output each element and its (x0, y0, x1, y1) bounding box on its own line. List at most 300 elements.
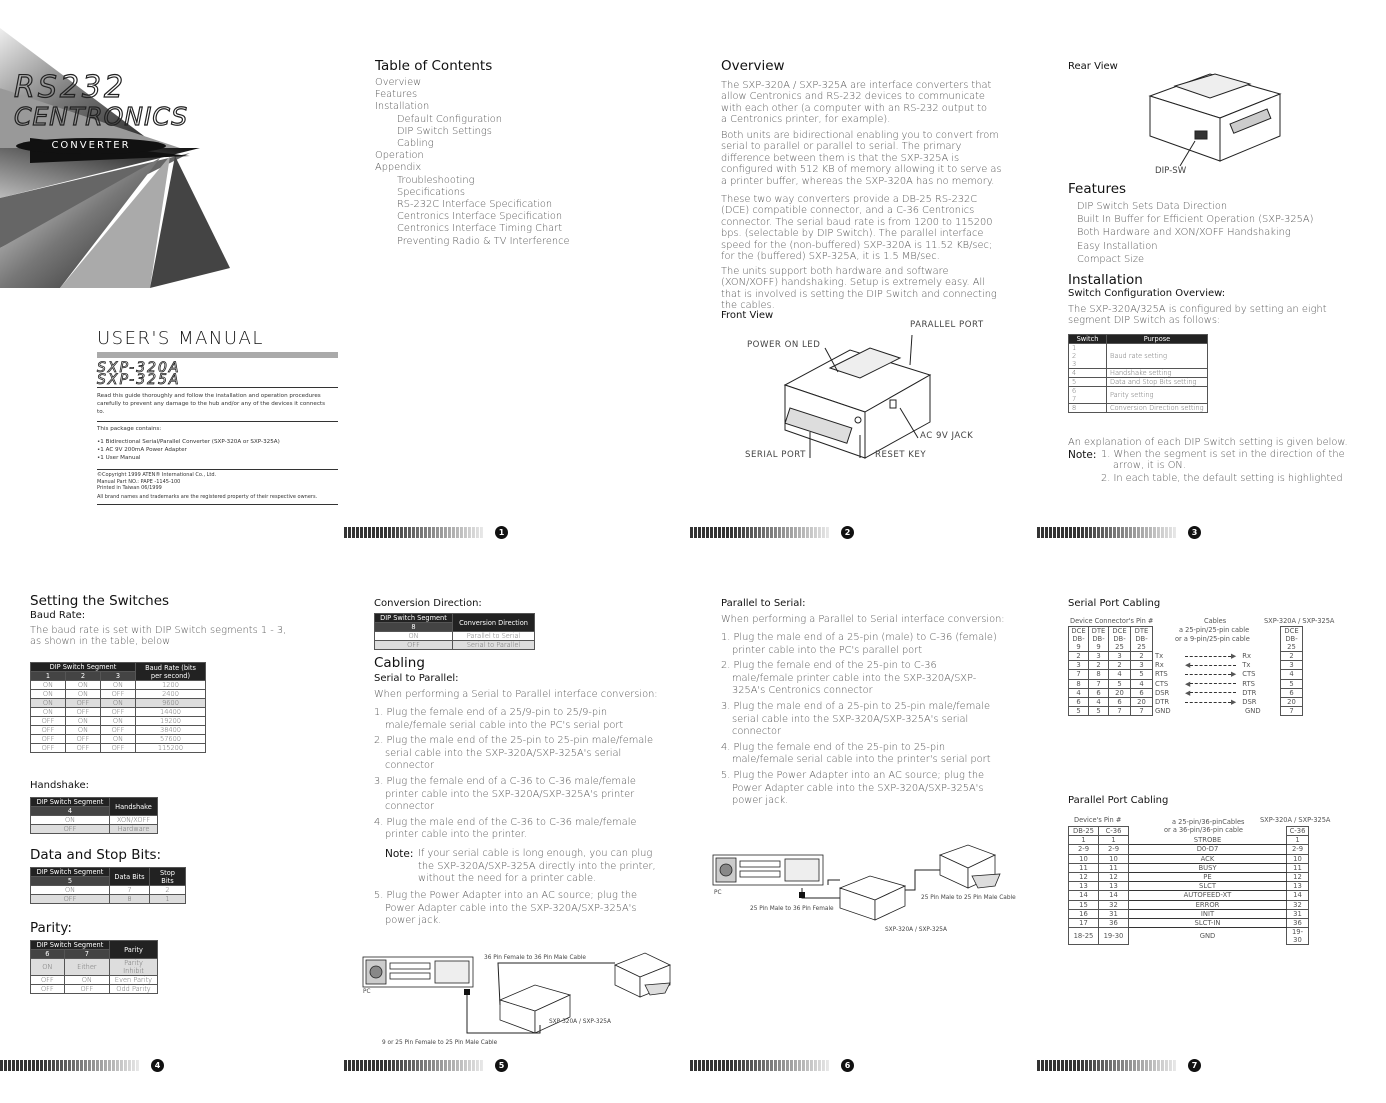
cell: 6 (1089, 688, 1109, 697)
cell: 7 (1109, 707, 1131, 716)
serial-row (1069, 679, 1303, 688)
feature-item: Compact Size (1077, 253, 1145, 265)
installation-title: Installation (1068, 272, 1143, 288)
feature-item: Built In Buffer for Efficient Operation (SXP-325A) (1077, 214, 1314, 226)
cell: 1200 (136, 681, 206, 690)
cell: 7 (1069, 670, 1089, 679)
cell: 4 (1131, 679, 1153, 688)
cell: 36 (1287, 918, 1309, 927)
signal: Rx (1242, 652, 1251, 661)
toc-item[interactable]: Default Configuration (397, 113, 503, 125)
cell: Parity setting (1107, 387, 1208, 404)
cell: Either (64, 959, 109, 976)
copyright-line: Printed in Taiwan 06/1999 (97, 485, 162, 491)
logo-rs232: RS232 (14, 70, 127, 105)
arrow-left-icon (1190, 692, 1236, 693)
page-number: 2 (841, 526, 854, 539)
cell: 3 (1089, 652, 1109, 661)
cabling-title: Cabling (374, 655, 425, 671)
logo-converter (16, 138, 166, 154)
toc-item[interactable]: Features (375, 89, 418, 101)
cell: 1 2 3 (1069, 344, 1107, 369)
cell: ON (375, 632, 453, 641)
cell: 2 (150, 886, 186, 895)
signal: CTS (1155, 679, 1169, 688)
signal: DTR (1155, 698, 1170, 707)
toc-item[interactable]: Centronics Interface Specification (397, 211, 563, 223)
model-2: SXP-325A (97, 372, 181, 388)
contains-item: •1 User Manual (97, 455, 141, 461)
page-bar (1037, 1060, 1177, 1071)
cell: 57600 (136, 735, 206, 744)
cell: ON (65, 681, 100, 690)
data-stop-table (30, 867, 186, 904)
cell: OFF (31, 735, 66, 744)
cell: OFF (64, 985, 109, 994)
parity-title: Parity: (30, 920, 72, 936)
signal: Rx (1155, 661, 1164, 670)
cell: 6 (1109, 697, 1131, 706)
cell: ON (31, 886, 110, 895)
rear-view-label: Rear View (1068, 61, 1118, 72)
par-signal (1129, 845, 1287, 854)
cell: ON (65, 717, 100, 726)
cell: 18-25 (1069, 928, 1099, 945)
cell: OFF (31, 726, 66, 735)
cell: 13 (1287, 882, 1309, 891)
arrow-right-icon (1185, 702, 1231, 703)
cell: ON (65, 726, 100, 735)
signal: Tx (1155, 652, 1164, 661)
serial-hdr-mid2: a 25-pin/25-pin cable (1179, 626, 1250, 634)
toc-item[interactable]: Specifications (397, 186, 466, 198)
cell: Baud rate setting (1107, 344, 1208, 369)
signal: INIT (1200, 909, 1215, 918)
serial-hdr-right: SXP-320A / SXP-325A (1264, 617, 1335, 625)
serial-row (1069, 707, 1303, 716)
cell: OFF (65, 735, 100, 744)
cell: ON (100, 699, 135, 708)
signal: BUSY (1198, 863, 1217, 872)
cell: 19-30 (1287, 928, 1309, 945)
cell: 32 (1287, 900, 1309, 909)
label-dip-sw: DIP-SW (1155, 166, 1187, 176)
cell: 14400 (136, 708, 206, 717)
toc-item[interactable]: Overview (375, 77, 422, 88)
installation-p: The SXP-320A/325A is configured by setting an eight segment DIP Switch as follows: (1068, 304, 1327, 327)
signal: STROBE (1193, 836, 1222, 845)
cell: 2 (1281, 652, 1303, 661)
cell: 5 (1069, 378, 1107, 387)
cell: ON (65, 690, 100, 699)
cell: OFF (31, 985, 65, 994)
cell: Parallel to Serial (453, 632, 535, 641)
signal-pair: DSR ◀ DTR (1153, 688, 1281, 697)
switch-overview-table (1068, 334, 1208, 413)
cell: 2 (1131, 652, 1153, 661)
s2p-intro: When performing a Serial to Parallel interface conversion: (374, 689, 658, 700)
toc-item[interactable]: Installation (375, 101, 430, 113)
logo-centronics: CENTRONICS (14, 102, 189, 131)
cell: 11 (1069, 863, 1099, 872)
cell: Serial to Parallel (453, 641, 535, 650)
cell: 8 (1069, 679, 1089, 688)
par-col: C-36 (1287, 827, 1309, 836)
cell: 5 (1089, 707, 1109, 716)
copyright-line: ©Copyright 1999 ATEN® International Co., Ltd. (97, 472, 217, 478)
signal: AUTOFEED-XT (1183, 891, 1232, 900)
th: DIP Switch Segment (31, 798, 110, 807)
th: 6 (31, 950, 65, 959)
th: Handshake (110, 798, 158, 816)
toc-item[interactable]: Operation (375, 150, 424, 162)
cell: 6 (1069, 697, 1089, 706)
cell: 6 (1281, 688, 1303, 697)
serial-col: DCE DB-9 (1069, 627, 1089, 652)
diag-unit: SXP-320A / SXP-325A (885, 927, 947, 933)
serial-row (1069, 661, 1303, 670)
par-hdr-left: Device's Pin # (1074, 816, 1122, 824)
cell: 19200 (136, 717, 206, 726)
model-1: SXP-320A (97, 360, 181, 376)
step-item: 5. Plug the Power Adapter into an AC source; plug the Power Adapter cable into the SXP-320A/SXP-325A's power jack. (374, 890, 638, 927)
signal: SLCT (1199, 882, 1216, 891)
signal: GND (1155, 707, 1171, 716)
par-signal (1129, 863, 1287, 872)
par-signal (1129, 836, 1287, 845)
rule (97, 504, 338, 505)
conv-sub: Conversion Direction: (374, 598, 482, 609)
th: DIP Switch Segment (375, 614, 453, 623)
cell: 4 (1089, 697, 1109, 706)
th: 2 (65, 672, 100, 681)
rear-view-diagram (1140, 66, 1290, 171)
diag-cable1: 36 Pin Female to 36 Pin Male Cable (484, 955, 586, 961)
cell: 3 (1131, 661, 1153, 670)
th: DIP Switch Segment (31, 941, 110, 950)
cell: Parity Inhibit (110, 959, 158, 976)
serial-row (1069, 688, 1303, 697)
cell: OFF (31, 744, 66, 753)
diag-pc: PC (714, 890, 722, 896)
data-stop-title: Data and Stop Bits: (30, 847, 162, 863)
cell: ON (31, 690, 66, 699)
signal: DTR (1242, 688, 1257, 697)
cell: 10 (1099, 854, 1129, 863)
cell: ON (31, 681, 66, 690)
manual-title: USER'S MANUAL (97, 328, 264, 349)
serial-hdr-mid: Cables (1204, 617, 1227, 625)
th: 4 (31, 807, 110, 816)
cell: 12 (1069, 872, 1099, 881)
par-row (1069, 882, 1309, 891)
cell: OFF (31, 895, 110, 904)
page-bar (690, 527, 830, 538)
par-row (1069, 891, 1309, 900)
cell: 12 (1099, 872, 1129, 881)
cell: ON (31, 959, 65, 976)
cell: 13 (1099, 882, 1129, 891)
step-item: 4. Plug the female end of the 25-pin to 25-pin male/female serial cable into the printer's serial port (721, 741, 991, 766)
cell: OFF (31, 717, 66, 726)
cell: 2400 (136, 690, 206, 699)
toc-item[interactable]: Preventing Radio & TV Interference (397, 235, 570, 247)
overview-title: Overview (721, 58, 785, 74)
signal: Tx (1242, 661, 1251, 670)
cell: OFF (100, 744, 135, 753)
copyright (97, 472, 216, 492)
front-view-label: Front View (721, 310, 774, 321)
note-2: 2. In each table, the default setting is highlighted (1101, 473, 1343, 484)
installation-sub: Switch Configuration Overview: (1068, 288, 1226, 299)
signal: D0-D7 (1196, 845, 1219, 854)
label-serial-port: SERIAL PORT (745, 450, 806, 460)
th: DIP Switch Segment (31, 663, 136, 672)
arrow-left-icon (1190, 665, 1236, 666)
cell: 11 (1099, 863, 1129, 872)
th: Data Bits (110, 868, 150, 886)
toc-list (375, 77, 570, 248)
par-row (1069, 863, 1309, 872)
serial-col: DTE DB-9 (1089, 627, 1109, 652)
page-number: 1 (495, 526, 508, 539)
par-signal (1129, 909, 1287, 918)
label-reset-key: RESET KEY (875, 450, 927, 460)
th: 8 (375, 623, 453, 632)
cell: 7 (1131, 707, 1153, 716)
feature-item: Both Hardware and XON/XOFF Handshaking (1077, 227, 1291, 239)
th: Parity (110, 941, 158, 959)
contains-item: •1 AC 9V 200mA Power Adapter (97, 447, 187, 453)
note-1: 1. When the segment is set in the direction of the arrow, it is ON. (1101, 449, 1345, 472)
cell: 13 (1069, 882, 1099, 891)
cell: Data and Stop Bits setting (1107, 378, 1208, 387)
s2p-step5 (374, 890, 654, 931)
cell: 32 (1099, 900, 1129, 909)
signal-pair: DTR ▶ DSR (1153, 697, 1281, 706)
cell: Hardware (110, 825, 158, 834)
cell: ON (31, 816, 110, 825)
cell: 6 (1131, 688, 1153, 697)
th: Purpose (1107, 335, 1208, 344)
step-item: 1. Plug the female end of a 25/9-pin to 25/9-pin male/female serial cable into the PC's serial port (374, 707, 624, 731)
label-power-led: POWER ON LED (747, 340, 821, 350)
signal: GND (1245, 707, 1261, 716)
cell: OFF (100, 708, 135, 717)
cell: 2 (1069, 652, 1089, 661)
serial-col: DCE DB-25 (1281, 627, 1303, 652)
parity-table (30, 940, 158, 994)
diag-unit: SXP-320A / SXP-325A (549, 1019, 611, 1025)
par-row (1069, 900, 1309, 909)
signal: PE (1203, 873, 1212, 882)
toc-item[interactable]: RS-232C Interface Specification (397, 199, 553, 211)
page-number: 5 (495, 1059, 508, 1072)
cell: ON (31, 708, 66, 717)
cell: 2 (1089, 661, 1109, 670)
step-item: 2. Plug the male end of the 25-pin to 25-pin male/female serial cable into the SXP-320A/SXP-325A's serial connector (374, 735, 654, 772)
cell: 8 (1069, 404, 1107, 413)
parallel-cabling-table (1068, 826, 1309, 945)
cell: 1 (1287, 836, 1309, 845)
cell: 3 (1109, 652, 1131, 661)
step-item: 2. Plug the female end of the 25-pin to C-36 male/female printer cable into the SXP-320A/SXP-325A's Centronics connector (721, 660, 977, 697)
cell: 12 (1287, 872, 1309, 881)
label-parallel-port: PARALLEL PORT (910, 320, 984, 330)
signal: SLCT-IN (1194, 918, 1221, 927)
cell: 5 (1109, 679, 1131, 688)
baud-sub: Baud Rate: (30, 610, 86, 621)
cell: 14 (1287, 891, 1309, 900)
cell: 15 (1069, 900, 1099, 909)
overview-p2: Both units are bidirectional enabling you to convert from serial to parallel or parallel to serial. The primary difference between them is that the SXP-325A is configured with 512 KB of memory allowing it to serve as a printer buffer, whereas the SXP-320A has no memory. (721, 130, 1002, 187)
baud-p: The baud rate is set with DIP Switch segments 1 - 3, as shown in the table, below (30, 625, 287, 648)
th: Switch (1069, 335, 1107, 344)
signal-pair: RTS ▶ CTS (1153, 670, 1281, 679)
cover-intro: Read this guide thoroughly and follow the installation and operation procedures carefully to prevent any damage to the hub and/or any of the devices it connects to. (97, 393, 326, 415)
page-bar (690, 1060, 830, 1071)
cell: 19-30 (1099, 928, 1129, 945)
cell: OFF (31, 976, 65, 985)
conv-table (374, 613, 535, 650)
cell: 2-9 (1099, 845, 1129, 854)
toc-item[interactable]: Troubleshooting (397, 174, 475, 186)
page-bar (344, 1060, 484, 1071)
serial-row (1069, 652, 1303, 661)
toc-item[interactable]: Cabling (397, 138, 434, 150)
th: Stop Bits (150, 868, 186, 886)
cell: 9600 (136, 699, 206, 708)
diag-cable2: 25 Pin Male to 25 Pin Male Cable (921, 895, 1016, 901)
cell: 31 (1099, 909, 1129, 918)
signal: RTS (1155, 670, 1168, 679)
page-bar (344, 527, 484, 538)
cell: 5 (1131, 670, 1153, 679)
th: Conversion Direction (453, 614, 535, 632)
cell: OFF (65, 708, 100, 717)
cell: 31 (1287, 909, 1309, 918)
toc-item[interactable]: DIP Switch Settings (397, 125, 492, 137)
cell: 4 (1069, 688, 1089, 697)
trademark: All brand names and trademarks are the registered property of their respective owners. (97, 494, 318, 500)
logo-converter-text: CONVERTER (51, 140, 131, 151)
par-signal (1129, 882, 1287, 891)
s2p-sub: Serial to Parallel: (374, 673, 459, 684)
feature-item: Easy Installation (1077, 240, 1158, 252)
cell: OFF (65, 744, 100, 753)
cell: 1 (1069, 836, 1099, 845)
toc-item[interactable]: Centronics Interface Timing Chart (397, 223, 563, 235)
features-title: Features (1068, 181, 1127, 197)
cell: 7 (1281, 707, 1303, 716)
signal-pair: Tx ▶ Rx (1153, 652, 1281, 661)
cell: 17 (1069, 918, 1099, 927)
signal: ACK (1200, 854, 1215, 863)
cell: 2-9 (1287, 845, 1309, 854)
cell: 4 (1069, 369, 1107, 378)
step-item: 3. Plug the male end of a 25-pin to 25-pin male/female serial cable into the SXP-320A/SXP-325A's serial connector (721, 700, 990, 738)
cell: 3 (1069, 661, 1089, 670)
cell: Odd Parity (110, 985, 158, 994)
cell: 10 (1287, 854, 1309, 863)
cell: Conversion Direction setting (1107, 404, 1208, 413)
cell: XON/XOFF (110, 816, 158, 825)
signal-pair (1153, 707, 1281, 716)
par-signal (1129, 854, 1287, 863)
arrow-left-icon (1190, 683, 1236, 684)
par-col: C-36 (1099, 827, 1129, 836)
s2p-steps (374, 707, 654, 842)
par-row (1069, 854, 1309, 863)
step-item: 5. Plug the Power Adapter into an AC source; plug the Power Adapter cable into the SXP-320A/SXP-325A's power jack. (721, 769, 985, 807)
page-number: 6 (841, 1059, 854, 1072)
p2s-steps (721, 632, 1001, 811)
signal-pair: Rx ◀ Tx (1153, 661, 1281, 670)
cell: OFF (65, 699, 100, 708)
signal-pair: CTS ◀ RTS (1153, 679, 1281, 688)
feature-item: DIP Switch Sets Data Direction (1077, 201, 1228, 212)
cell: 8 (1089, 670, 1109, 679)
cell: 7 (110, 886, 150, 895)
signal: GND (1199, 932, 1216, 941)
cell: 5 (1281, 679, 1303, 688)
diag-pc: PC (363, 989, 371, 995)
cell: ON (100, 681, 135, 690)
serial-row (1069, 697, 1303, 706)
cover-art (0, 28, 340, 288)
cell: 38400 (136, 726, 206, 735)
par-row (1069, 909, 1309, 918)
serial-col: DTE DB-25 (1131, 627, 1153, 652)
par-signal (1129, 928, 1287, 945)
cell: ON (64, 976, 109, 985)
page-number: 4 (151, 1059, 164, 1072)
par-signal (1129, 918, 1287, 927)
cell: 8 (110, 895, 150, 904)
serial-col: DCE DB-25 (1109, 627, 1131, 652)
serial-row (1069, 670, 1303, 679)
page-number: 3 (1188, 526, 1201, 539)
serial-cabling-title: Serial Port Cabling (1068, 598, 1161, 609)
th: 1 (31, 672, 66, 681)
par-row (1069, 836, 1309, 845)
page-bar (0, 1060, 140, 1071)
cell: 115200 (136, 744, 206, 753)
diag-cable1: 25 Pin Male to 36 Pin Female (750, 906, 834, 912)
rule (97, 421, 338, 422)
copyright-line: Manual Part NO.: PAPE -1145-100 (97, 478, 181, 485)
signal: ERROR (1195, 900, 1220, 909)
th: Baud Rate (bits per second) (136, 663, 206, 681)
cell: 5 (1069, 707, 1089, 716)
cell: 4 (1109, 670, 1131, 679)
th: 5 (31, 877, 110, 886)
cell: 7 (1089, 679, 1109, 688)
toc-item[interactable]: Appendix (375, 162, 422, 174)
cell: Even Parity (110, 976, 158, 985)
cell: 1 (1099, 836, 1129, 845)
arrow-right-icon (1185, 674, 1231, 675)
s2p-note: If your serial cable is long enough, you can plug the SXP-320A/SXP-325A directly into the printer, without the need for a printer cable. (418, 848, 656, 885)
s2p-note-label: Note: (385, 848, 414, 860)
th: 3 (100, 672, 135, 681)
arrow-right-icon (1185, 656, 1231, 657)
cell: 2 (1109, 661, 1131, 670)
contains-item: •1 Bidirectional Serial/Parallel Converter (SXP-320A or SXP-325A) (97, 439, 280, 445)
par-hdr-right: SXP-320A / SXP-325A (1260, 816, 1331, 824)
setting-switches-title: Setting the Switches (30, 593, 170, 609)
cell: 4 (1281, 670, 1303, 679)
